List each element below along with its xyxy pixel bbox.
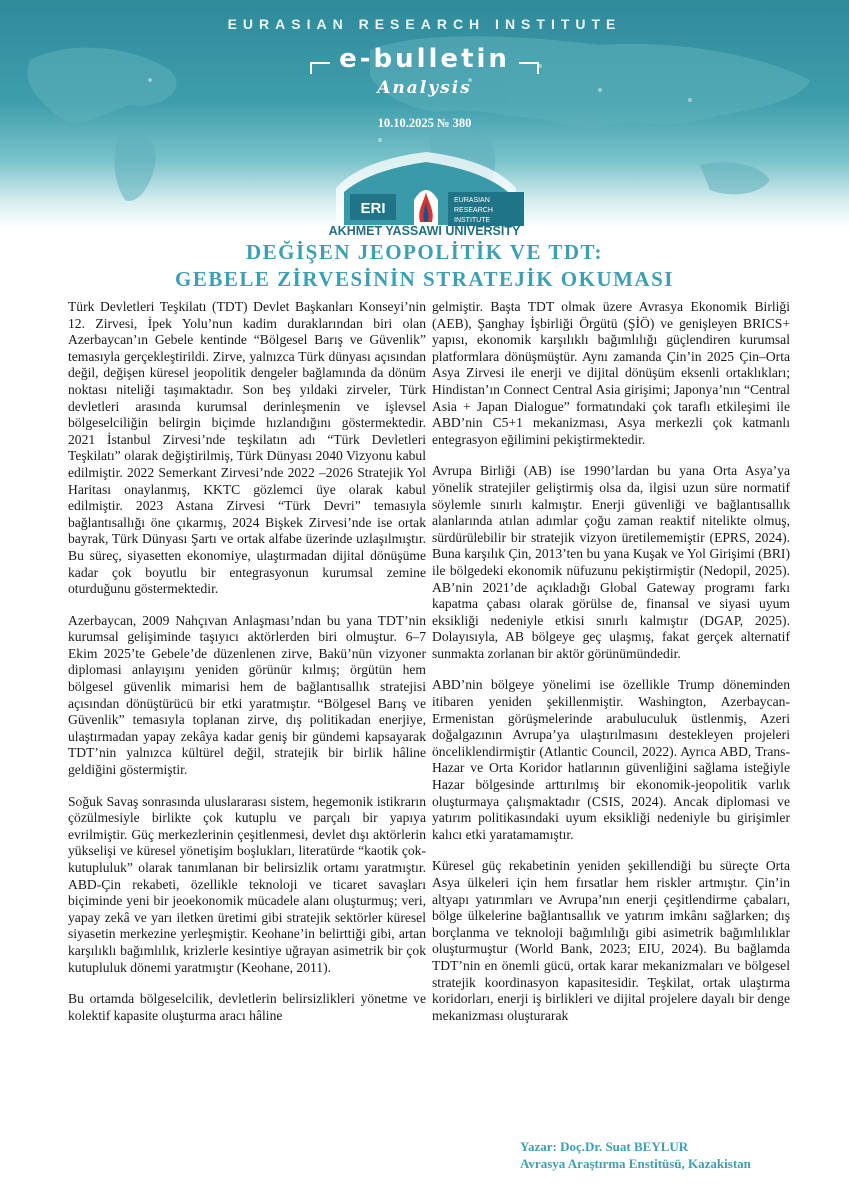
article-title-line1: DEĞİŞEN JEOPOLİTİK VE TDT: bbox=[245, 240, 603, 264]
bulletin-subtitle: Analysis bbox=[377, 78, 472, 98]
logo-text-3: INSTITUTE bbox=[454, 217, 491, 224]
right-column bbox=[432, 299, 790, 1039]
logo-text-1: EURASIAN bbox=[454, 197, 490, 204]
author-block bbox=[520, 1138, 840, 1172]
author-name: Yazar: Doç.Dr. Suat BEYLUR bbox=[520, 1139, 689, 1154]
logo-text-2: RESEARCH bbox=[454, 207, 493, 214]
paragraph: Bu ortamda bölgeselcilik, devletlerin belirsizlikleri yönetme ve kolektif kapasite oluşturma aracı hâline bbox=[68, 991, 426, 1023]
issue-date-number: 10.10.2025 № 380 bbox=[377, 116, 472, 130]
header-banner bbox=[0, 0, 849, 228]
university-name: AKHMET YASSAWI UNIVERSITY bbox=[328, 224, 521, 238]
left-column bbox=[68, 299, 426, 1039]
author-affiliation: Avrasya Araştırma Enstitüsü, Kazakistan bbox=[520, 1156, 751, 1171]
paragraph: Küresel güç rekabetinin yeniden şekillendiği bu süreçte Orta Asya ülkeleri için hem fırsatlar hem riskler artmıştır. Çin’in altyapı yatırımları ve Avrupa’nın enerji çeşitlendirme çabaları, bölge ülkelerine bağlantısallık ve yatırım imkânı sağlarken; dış borçlanma ve teknoloji bağımlılığı gibi asimetrik bağımlılıklar oluşturmuştur (World Bank, 2023; EIU, 2024). Bu bağlamda TDT’nin en önemli gücü, ortak karar mekanizmaları ve bölgesel stratejik koordinasyon kapasitesidir. Teşkilat, ortak ulaştırma koridorları, enerji iş birlikleri ve dijital projelere dayalı bir denge mekanizması oluşturarak bbox=[432, 858, 790, 1023]
paragraph: Soğuk Savaş sonrasında uluslararası sistem, hegemonik istikrarın çözülmesiyle birlikte çok kutuplu ve parçalı bir yapıya evrilmiştir. Güç merkezlerinin çeşitlenmesi, devlet dışı aktörlerin yükselişi ve küresel yönetişim boşlukları, literatürde “kaotik çok-kutupluluk” olarak tanımlanan bir belirsizlik ortamı yaratmıştır. ABD-Çin rekabeti, özellikle teknoloji ve ticaret savaşları biçiminde yeni bir jeoekonomik mücadele alanı oluşturmuş; veri, yapay zekâ ve yarı iletken üretimi gibi stratejik sektörler küresel siyasetin merkezine yerleşmiştir. Keohane’in belirttiği gibi, artan karşılıklı bağımlılık, krizlerle kesintiye uğrayan asimetrik bir çok kutupluluk dönemi yaratmıştır (Keohane, 2011). bbox=[68, 793, 426, 975]
paragraph: gelmiştir. Başta TDT olmak üzere Avrasya Ekonomik Birliği (AEB), Şanghay İşbirliği Örgütü (ŞİÖ) ve genişleyen BRICS+ yapısı, ekonomik karşılıklı bağımlılığı güçlendiren kurumsal platformlara dönüşmüştür. Aynı zamanda Çin’in 2025 Çin–Orta Asya Zirvesi ile enerji ve dijital dönüşüm eksenli ortaklıkları; Hindistan’ın Connect Central Asia girişimi; Japonya’nın “Central Asia + Japan Dialogue” formatındaki çok taraflı etkileşimi ile ABD’nin C5+1 mekanizması, Asya merkezli çok katmanlı entegrasyon eğilimini pekiştirmektedir. bbox=[432, 299, 790, 447]
institute-name: EURASIAN RESEARCH INSTITUTE bbox=[227, 16, 622, 32]
paragraph: Türk Devletleri Teşkilatı (TDT) Devlet Başkanları Konseyi’nin 12. Zirvesi, İpek Yolu’nun kadim duraklarından biri olan Azerbaycan’ın Gebele kentinde “Bölgesel Barış ve Güvenlik” temasıyla gerçekleştirildi. Zirve, yalnızca Türk dünyası açısından değil, değişen küresel jeopolitik dengeler bağlamında da dönüm noktası niteliği taşımaktadır. Son beş yıldaki zirveler, Türk devletleri arasında kurumsal derinleşmenin ve işlevsel bölgeselciliğin belirgin biçimde hızlandığını göstermektedir. 2021 İstanbul Zirvesi’nde teşkilatın adı “Türk Devletleri Teşkilatı” olarak değiştirilmiş, Türk Dünyası 2040 Vizyonu kabul edilmiştir. 2022 Semerkant Zirvesi’nde 2022 –2026 Stratejik Yol Haritası onaylanmış, KKTC gözlemci üye olarak kabul edilmiştir. 2023 Astana Zirvesi “Türk Devri” temasıyla bağlantısallığı öne çıkarmış, 2024 Bişkek Zirvesi’nde ise ortak bayrak, Türk Dünyası Şartı ve ortak alfabe üzerinde uzlaşılmıştır. Bu süreç, siyasetten ekonomiye, ulaştırmadan dijital dönüşüme kadar çok boyutlu bir entegrasyonun kurumsal zemine oturduğunu göstermektedir. bbox=[68, 299, 426, 597]
bulletin-title: e-bulletin bbox=[339, 44, 510, 74]
logo-abbr: ERI bbox=[360, 200, 386, 217]
article-title-line2: GEBELE ZİRVESİNİN STRATEJİK OKUMASI bbox=[175, 267, 674, 291]
paragraph: Avrupa Birliği (AB) ise 1990’lardan bu yana Orta Asya’ya yönelik stratejiler geliştirmiş olsa da, ilgisi uzun süre normatif söylemle sınırlı kalmıştır. Enerji güvenliği ve bağlantısallık alanlarında atılan adımlar çoğu zaman reaktif nitelikte olmuş, sürdürülebilir bir stratejik vizyon üretilememiştir (EPRS, 2024). Buna karşılık Çin, 2013’ten bu yana Kuşak ve Yol Girişimi (BRI) ile bölgedeki ekonomik nüfuzunu pekiştirmiştir (Nedopil, 2025). AB’nin 2021’de açıkladığı Global Gateway programı farkı kapatma çabası olarak görülse de, finansal ve siyasi uyum eksikliği nedeniyle etkisi sınırlı kalmıştır (DGAP, 2025). Dolayısıyla, AB bölgeye geç ulaşmış, fakat gerçek alternatif sunmakta zorlanan bir aktör görünümündedir. bbox=[432, 463, 790, 661]
eri-logo bbox=[326, 150, 526, 228]
paragraph: Azerbaycan, 2009 Nahçıvan Anlaşması’ndan bu yana TDT’nin kurumsal gelişiminde taşıyıcı aktörlerden biri olmuştur. 6–7 Ekim 2025’te Gebele’de düzenlenen zirve, Bakü’nün vizyoner diplomasi anlayışını yeniden görünür kılmış; örgütün hem bölgesel güvenlik mimarisi hem de bağlantısallık stratejisi açısından dönüştürücü bir etki yaratmıştır. “Bölgesel Barış ve Güvenlik” temasıyla toplanan zirve, dış politikadan enerjiye, ulaştırmadan yapay zekâya kadar geniş bir gündemi kapsayarak TDT’nin yalnızca kültürel değil, stratejik bir birlik hâline geldiğini göstermiştir. bbox=[68, 612, 426, 778]
paragraph: ABD’nin bölgeye yönelimi ise özellikle Trump döneminden itibaren yeniden şekillenmiştir. Washington, Azerbaycan-Ermenistan görüşmelerinde arabuluculuk üstlenmiş, Azeri doğalgazının Avrupa’ya ulaştırılmasını destekleyen projeleri önceliklendirmiştir (Atlantic Council, 2022). Ayrıca ABD, Trans-Hazar ve Orta Koridor hatlarının güvenliğini sağlama isteğiyle Hazar bölgesinde arttırılmış bir ekonomik-jeopolitik varlık oluşturmaya çalışmaktadır (CSIS, 2024). Ancak diplomasi ve yatırım politikasındaki uyum eksikliği nedeniyle bu girişimler kalıcı etki yaratamamıştır. bbox=[432, 677, 790, 842]
